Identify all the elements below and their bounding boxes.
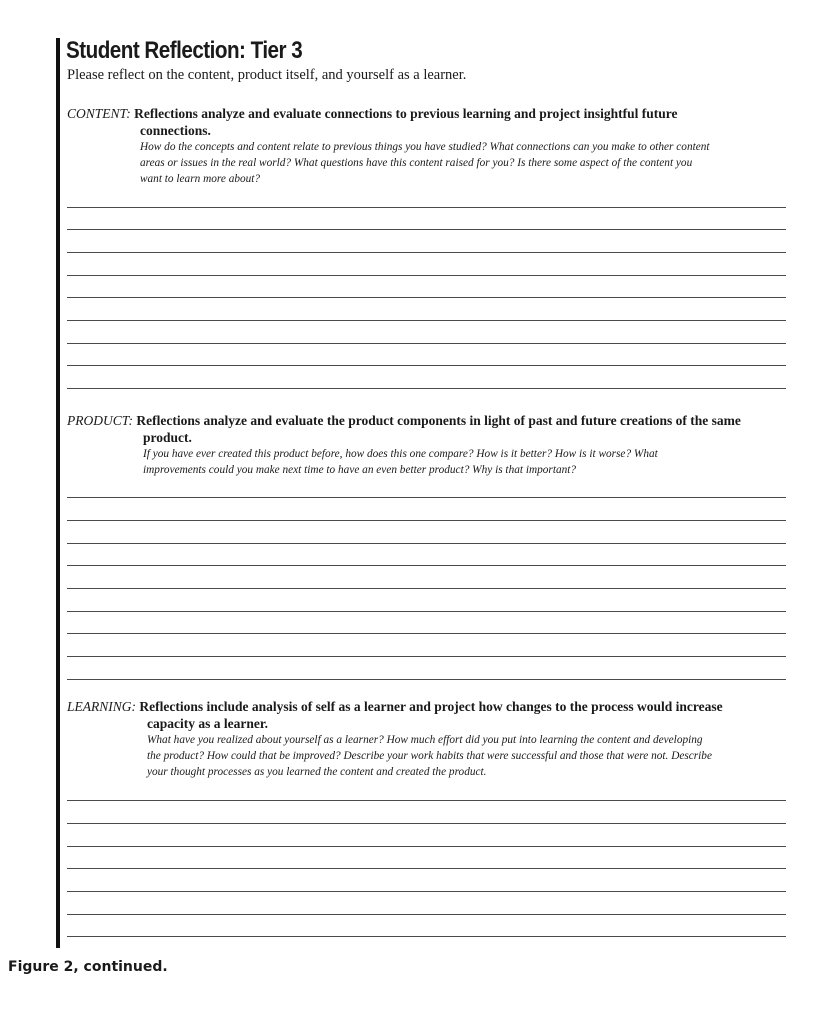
learning-section bbox=[67, 698, 789, 780]
learning-heading bbox=[67, 698, 789, 715]
learning-heading-text: Reflections include analysis of self as a learner and project how changes to the process would increase bbox=[139, 699, 723, 714]
learning-question-line: the product? How could that be improved? Describe your work habits that were successful and those that were not. Describe bbox=[147, 750, 712, 762]
content-writing-line bbox=[67, 275, 786, 276]
page-title: Student Reflection: Tier 3 bbox=[66, 37, 303, 64]
learning-writing-line bbox=[67, 868, 786, 869]
product-section bbox=[67, 412, 789, 478]
learning-heading-cont: capacity as a learner. bbox=[147, 716, 268, 731]
content-writing-line bbox=[67, 320, 786, 321]
content-writing-line bbox=[67, 365, 786, 366]
product-writing-line bbox=[67, 497, 786, 498]
product-details bbox=[67, 429, 789, 478]
product-writing-line bbox=[67, 656, 786, 657]
content-details bbox=[67, 122, 789, 187]
page-subtitle: Please reflect on the content, product itself, and yourself as a learner. bbox=[67, 67, 467, 83]
learning-question-line: your thought processes as you learned the content and created the product. bbox=[147, 766, 487, 778]
learning-writing-line bbox=[67, 914, 786, 915]
content-writing-line bbox=[67, 229, 786, 230]
learning-label: LEARNING: bbox=[67, 699, 136, 714]
product-writing-line bbox=[67, 611, 786, 612]
product-writing-line bbox=[67, 633, 786, 634]
content-question-line: want to learn more about? bbox=[140, 173, 261, 185]
product-question-line: If you have ever created this product before, how does this one compare? How is it better? How is it worse? What bbox=[143, 448, 658, 460]
product-writing-line bbox=[67, 520, 786, 521]
content-section bbox=[67, 105, 789, 187]
product-heading bbox=[67, 412, 789, 429]
product-writing-line bbox=[67, 588, 786, 589]
product-question-line: improvements could you make next time to have an even better product? Why is that important? bbox=[143, 464, 577, 476]
product-heading-cont: product. bbox=[143, 430, 192, 445]
content-heading bbox=[67, 105, 789, 122]
learning-writing-line bbox=[67, 800, 786, 801]
product-writing-line bbox=[67, 543, 786, 544]
product-writing-line bbox=[67, 565, 786, 566]
content-writing-line bbox=[67, 388, 786, 389]
content-writing-line bbox=[67, 343, 786, 344]
content-heading-cont: connections. bbox=[140, 123, 211, 138]
left-margin-bar bbox=[56, 38, 60, 948]
learning-writing-line bbox=[67, 891, 786, 892]
product-heading-text: Reflections analyze and evaluate the product components in light of past and future creations of the same bbox=[136, 413, 741, 428]
learning-details bbox=[67, 715, 789, 780]
learning-writing-line bbox=[67, 936, 786, 937]
learning-writing-line bbox=[67, 846, 786, 847]
learning-question-line: What have you realized about yourself as a learner? How much effort did you put into learning the content and developing bbox=[147, 734, 703, 746]
content-writing-line bbox=[67, 207, 786, 208]
content-writing-line bbox=[67, 297, 786, 298]
content-question-line: How do the concepts and content relate to previous things you have studied? What connections can you make to other content bbox=[140, 141, 710, 153]
learning-writing-line bbox=[67, 823, 786, 824]
product-label: PRODUCT: bbox=[67, 413, 134, 428]
content-question-line: areas or issues in the real world? What questions have this content raised for you? Is there some aspect of the content you bbox=[140, 157, 693, 169]
product-writing-line bbox=[67, 679, 786, 680]
content-label: CONTENT: bbox=[67, 106, 131, 121]
content-heading-text: Reflections analyze and evaluate connections to previous learning and project insightful future bbox=[134, 106, 678, 121]
figure-caption: Figure 2, continued. bbox=[8, 959, 168, 975]
content-writing-line bbox=[67, 252, 786, 253]
